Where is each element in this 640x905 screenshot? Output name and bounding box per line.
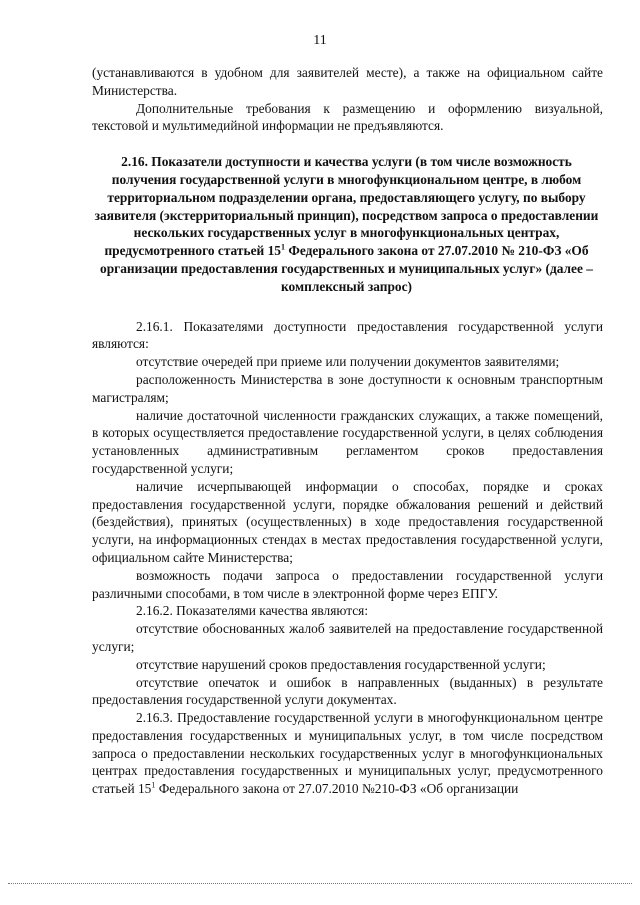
paragraph-no-deadline-violations: отсутствие нарушений сроков предоставления государственной услуги; bbox=[136, 656, 546, 672]
paragraph-2-16-3 bbox=[92, 709, 603, 798]
paragraph-information: наличие исчерпывающей информации о способах, порядке и сроках предоставления государственной услуги, порядке обжалования решений и действий (бездействия), принятых (осуществленных) в ходе предоставления государственной услуги, на информационных стендах в местах предоставления государственной услуги, официальном сайте Министерства; bbox=[92, 478, 603, 565]
paragraph-no-queues: отсутствие очередей при приеме или получении документов заявителями; bbox=[136, 354, 560, 370]
paragraph-2-16-2: 2.16.2. Показателями качества являются: bbox=[136, 603, 369, 619]
paragraph-2-16-3-text: 2.16.3. Предоставление государственной услуги в многофункциональном центре предоставления государственных и муниципальных услуг, в том числе посредством запроса о предоставлении нескольких государственных услуг в многофункциональных центрах предоставления государственных и муниципальных услуг, предусмотренного статьей 15 bbox=[92, 710, 603, 797]
paragraph-additional-requirements: Дополнительные требования к размещению и оформлению визуальной, текстовой и мультимедийной информации не предъявляются. bbox=[92, 100, 603, 134]
paragraph-no-complaints: отсутствие обоснованных жалоб заявителей на предоставление государственной услуги; bbox=[92, 621, 603, 654]
document-body bbox=[92, 64, 603, 798]
footer-divider bbox=[8, 883, 632, 884]
paragraph-2-16-3-text-end: Федерального закона от 27.07.2010 №210-ФЗ «Об организации bbox=[155, 781, 519, 797]
paragraph-continued: (устанавливаются в удобном для заявителей месте), а также на официальном сайте Министерства. bbox=[92, 65, 603, 98]
paragraph-2-16-3-superscript: 1 bbox=[151, 780, 156, 790]
paragraph-no-typos: отсутствие опечаток и ошибок в направленных (выданных) в результате предоставления государственной услуги документах. bbox=[92, 674, 603, 708]
section-title-text: 2.16. Показатели доступности и качества услуги (в том числе возможность получения государственной услуги в многофункциональном центре, в любом территориальном подразделении органа, предоставляющего услугу, по выбору заявителя (экстерриториальный принцип), посредством запроса о предоставлении нескольких государственных услуг в многофункциональных центрах, предусмотренного статьей 15 bbox=[94, 154, 599, 259]
paragraph-staff: наличие достаточной численности гражданских служащих, а также помещений, в которых осуществляется предоставление государственной услуги, в целях соблюдения установленных административным регламентом сроков предоставления государственной услуги; bbox=[92, 407, 603, 476]
page-number: 11 bbox=[313, 33, 327, 48]
section-title-superscript: 1 bbox=[280, 242, 285, 252]
section-title-text-end: Федерального закона от 27.07.2010 № 210-ФЗ «Об организации предоставления государственных и муниципальных услуг» (далее – комплексный запрос) bbox=[100, 243, 593, 294]
paragraph-location: расположенность Министерства в зоне доступности к основным транспортным магистралям; bbox=[92, 371, 603, 405]
paragraph-2-16-1: 2.16.1. Показателями доступности предоставления государственной услуги являются: bbox=[92, 318, 603, 352]
paragraph-submission-methods: возможность подачи запроса о предоставлении государственной услуги различными способами, в том числе в электронной форме через ЕПГУ. bbox=[92, 567, 603, 601]
section-title bbox=[92, 153, 603, 295]
